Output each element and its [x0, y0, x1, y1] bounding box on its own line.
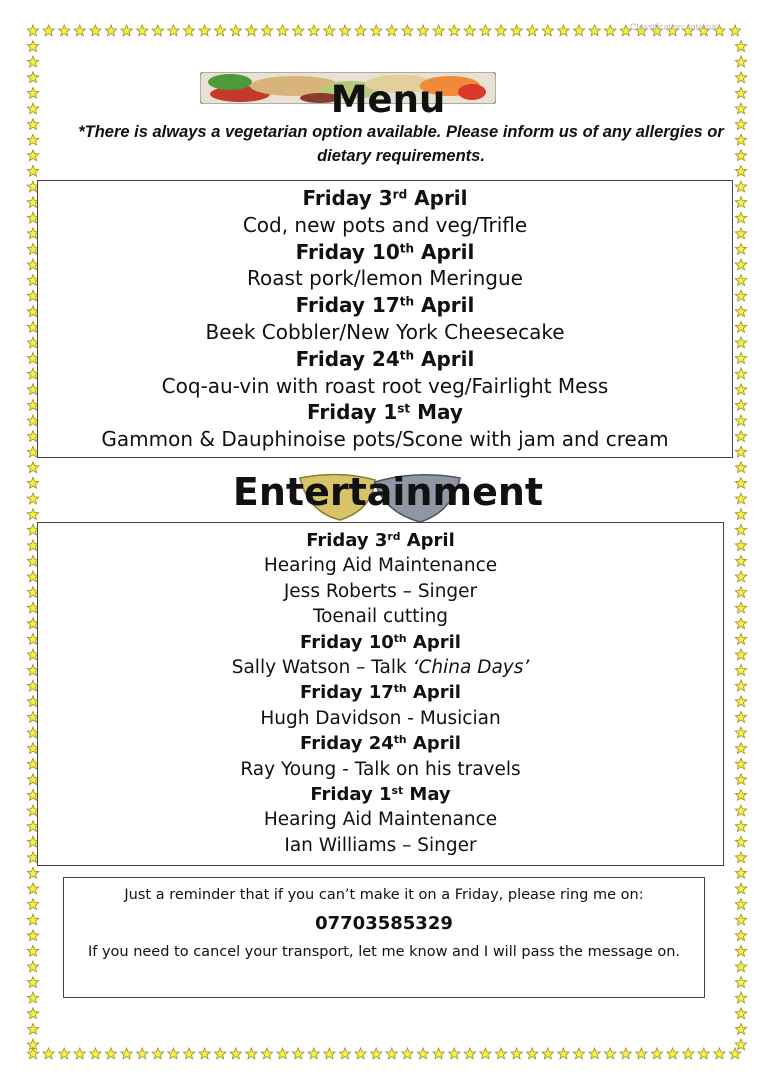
star-icon	[386, 1048, 397, 1059]
menu-box	[37, 180, 733, 458]
star-icon	[292, 1048, 303, 1059]
star-icon	[735, 821, 746, 832]
menu-day: Friday 1st May	[307, 400, 463, 425]
star-icon	[735, 555, 746, 566]
star-icon	[27, 150, 38, 161]
menu-list	[38, 185, 732, 453]
entertainment-item: Sally Watson – Talk ‘China Days’	[231, 657, 530, 679]
entertainment-day: Friday 24th April	[300, 733, 461, 755]
star-icon	[735, 1023, 746, 1034]
menu-dish: Beek Cobbler/New York Cheesecake	[205, 319, 565, 344]
star-icon	[735, 883, 746, 894]
star-icon	[121, 25, 132, 36]
entertainment-day: Friday 10th April	[300, 631, 461, 653]
star-icon	[735, 789, 746, 800]
star-icon	[27, 883, 38, 894]
star-icon	[27, 977, 38, 988]
star-icon	[339, 25, 350, 36]
star-icon	[735, 306, 746, 317]
entertainment-list	[38, 528, 723, 858]
star-icon	[735, 1039, 746, 1050]
star-icon	[558, 1048, 569, 1059]
star-icon	[105, 1048, 116, 1059]
star-icon	[152, 1048, 163, 1059]
star-icon	[27, 945, 38, 956]
star-icon	[136, 1048, 147, 1059]
star-icon	[27, 1008, 38, 1019]
star-icon	[464, 25, 475, 36]
star-icon	[573, 1048, 584, 1059]
star-icon	[735, 384, 746, 395]
star-icon	[735, 633, 746, 644]
star-icon	[433, 25, 444, 36]
star-icon	[682, 1048, 693, 1059]
star-icon	[735, 758, 746, 769]
star-icon	[604, 1048, 615, 1059]
star-icon	[58, 25, 69, 36]
star-icon	[735, 290, 746, 301]
star-icon	[735, 243, 746, 254]
star-icon	[735, 399, 746, 410]
star-icon	[43, 1048, 54, 1059]
star-icon	[735, 181, 746, 192]
star-icon	[464, 1048, 475, 1059]
star-icon	[495, 1048, 506, 1059]
menu-day: Friday 3rd April	[302, 186, 468, 210]
star-icon	[511, 25, 522, 36]
star-icon	[526, 25, 537, 36]
star-icon	[480, 25, 491, 36]
star-icon	[735, 259, 746, 270]
menu-title: Menu	[330, 78, 446, 121]
star-icon	[355, 1048, 366, 1059]
star-icon	[230, 25, 241, 36]
star-icon	[308, 1048, 319, 1059]
star-icon	[735, 852, 746, 863]
reminder-box	[63, 877, 705, 998]
star-icon	[667, 1048, 678, 1059]
star-icon	[542, 25, 553, 36]
star-icon	[324, 25, 335, 36]
star-icon	[27, 1023, 38, 1034]
star-icon	[604, 25, 615, 36]
star-icon	[735, 446, 746, 457]
star-icon	[698, 1048, 709, 1059]
entertainment-box	[37, 522, 724, 866]
star-icon	[735, 212, 746, 223]
entertainment-item: Jess Roberts – Singer	[283, 580, 478, 602]
star-icon	[370, 1048, 381, 1059]
star-icon	[735, 696, 746, 707]
star-icon	[183, 1048, 194, 1059]
star-icon	[589, 1048, 600, 1059]
menu-dish: Gammon & Dauphinoise pots/Scone with jam and cream	[101, 427, 669, 452]
star-icon	[27, 867, 38, 878]
star-icon	[324, 1048, 335, 1059]
star-icon	[199, 1048, 210, 1059]
star-icon	[735, 540, 746, 551]
star-icon	[58, 1048, 69, 1059]
star-icon	[27, 961, 38, 972]
star-icon	[495, 25, 506, 36]
star-icon	[735, 41, 746, 52]
reminder-line-1: Just a reminder that if you can’t make it on a Friday, please ring me on:	[124, 887, 644, 903]
star-icon	[735, 665, 746, 676]
star-icon	[402, 25, 413, 36]
star-icon	[105, 25, 116, 36]
star-icon	[355, 25, 366, 36]
entertainment-item: Hugh Davidson - Musician	[260, 707, 501, 729]
star-icon	[735, 275, 746, 286]
star-icon	[417, 25, 428, 36]
star-icon	[735, 618, 746, 629]
star-icon	[735, 368, 746, 379]
star-icon	[558, 25, 569, 36]
menu-day: Friday 17th April	[295, 293, 475, 318]
star-icon	[152, 25, 163, 36]
star-icon	[526, 1048, 537, 1059]
star-icon	[735, 805, 746, 816]
star-icon	[27, 25, 38, 36]
star-icon	[620, 1048, 631, 1059]
star-icon	[735, 415, 746, 426]
star-icon	[246, 25, 257, 36]
star-icon	[183, 25, 194, 36]
entertainment-day: Friday 1st May	[310, 784, 451, 806]
star-icon	[735, 337, 746, 348]
star-icon	[27, 899, 38, 910]
star-icon	[735, 774, 746, 785]
star-icon	[27, 1048, 38, 1059]
star-icon	[729, 25, 740, 36]
reminder-line-2: If you need to cancel your transport, let me know and I will pass the message on.	[87, 944, 681, 960]
star-icon	[339, 1048, 350, 1059]
star-icon	[735, 524, 746, 535]
star-icon	[43, 25, 54, 36]
star-icon	[386, 25, 397, 36]
star-icon	[27, 930, 38, 941]
star-icon	[277, 25, 288, 36]
star-icon	[714, 1048, 725, 1059]
star-icon	[74, 1048, 85, 1059]
star-icon	[735, 961, 746, 972]
classification-label: Classification: Internal	[630, 22, 719, 32]
phone-number: 07703585329	[315, 913, 453, 934]
star-icon	[735, 228, 746, 239]
star-icon	[27, 56, 38, 67]
star-icon	[370, 25, 381, 36]
entertainment-day: Friday 3rd April	[306, 530, 455, 551]
star-icon	[168, 25, 179, 36]
star-icon	[735, 1008, 746, 1019]
star-icon	[261, 25, 272, 36]
menu-day: Friday 10th April	[295, 239, 475, 264]
star-icon	[636, 1048, 647, 1059]
star-icon	[417, 1048, 428, 1059]
star-icon	[74, 25, 85, 36]
star-icon	[651, 1048, 662, 1059]
star-icon	[735, 992, 746, 1003]
star-icon	[27, 992, 38, 1003]
star-icon	[735, 867, 746, 878]
star-icon	[735, 977, 746, 988]
star-icon	[735, 743, 746, 754]
entertainment-item: Hearing Aid Maintenance	[263, 809, 498, 831]
star-icon	[402, 1048, 413, 1059]
star-icon	[735, 711, 746, 722]
star-icon	[27, 41, 38, 52]
star-icon	[27, 134, 38, 145]
star-icon	[121, 1048, 132, 1059]
star-icon	[735, 197, 746, 208]
star-icon	[735, 431, 746, 442]
entertainment-item: Ian Williams – Singer	[284, 834, 477, 856]
star-icon	[27, 165, 38, 176]
entertainment-item: Toenail cutting	[312, 606, 449, 628]
star-icon	[735, 353, 746, 364]
star-icon	[735, 680, 746, 691]
star-icon	[308, 25, 319, 36]
menu-dish: Coq-au-vin with roast root veg/Fairlight Mess	[161, 373, 609, 398]
star-icon	[433, 1048, 444, 1059]
star-icon	[735, 914, 746, 925]
entertainment-item: Hearing Aid Maintenance	[263, 555, 498, 577]
star-icon	[480, 1048, 491, 1059]
star-icon	[136, 25, 147, 36]
star-icon	[735, 587, 746, 598]
star-icon	[729, 1048, 740, 1059]
menu-dish: Roast pork/lemon Meringue	[247, 266, 523, 291]
star-icon	[511, 1048, 522, 1059]
star-icon	[735, 899, 746, 910]
star-icon	[214, 1048, 225, 1059]
star-icon	[735, 649, 746, 660]
star-icon	[573, 25, 584, 36]
star-icon	[735, 930, 746, 941]
star-icon	[735, 321, 746, 332]
star-icon	[735, 571, 746, 582]
menu-dish: Cod, new pots and veg/Trifle	[242, 212, 528, 237]
entertainment-day: Friday 17th April	[300, 682, 461, 704]
star-icon	[735, 945, 746, 956]
star-icon	[246, 1048, 257, 1059]
star-icon	[261, 1048, 272, 1059]
star-icon	[214, 25, 225, 36]
star-icon	[230, 1048, 241, 1059]
star-icon	[735, 836, 746, 847]
star-icon	[448, 1048, 459, 1059]
star-icon	[735, 56, 746, 67]
menu-day: Friday 24th April	[295, 346, 475, 371]
star-icon	[277, 1048, 288, 1059]
star-icon	[448, 25, 459, 36]
entertainment-title: Entertainment	[232, 470, 544, 514]
star-icon	[589, 25, 600, 36]
star-icon	[90, 1048, 101, 1059]
star-icon	[735, 727, 746, 738]
star-icon	[735, 602, 746, 613]
star-icon	[292, 25, 303, 36]
entertainment-item: Ray Young - Talk on his travels	[240, 758, 521, 780]
star-icon	[542, 1048, 553, 1059]
star-icon	[27, 914, 38, 925]
star-icon	[168, 1048, 179, 1059]
vegetarian-note: *There is always a vegetarian option available. Please inform us of any allergies or dietary requirements.	[78, 123, 724, 165]
star-icon	[199, 25, 210, 36]
star-icon	[90, 25, 101, 36]
